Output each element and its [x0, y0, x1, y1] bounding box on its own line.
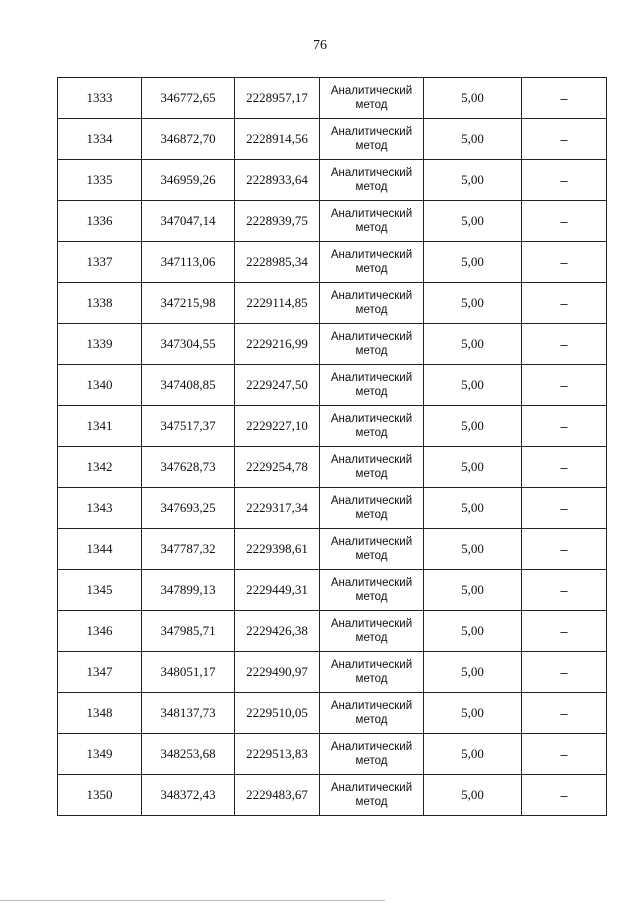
point-number-cell: 1336 — [58, 201, 142, 242]
method-cell: Аналитический метод — [320, 570, 424, 611]
x-coordinate-cell: 346872,70 — [142, 119, 235, 160]
y-coordinate-cell: 2229317,34 — [235, 488, 320, 529]
table-row — [58, 406, 607, 447]
note-cell: – — [522, 652, 607, 693]
point-number-cell: 1333 — [58, 78, 142, 119]
y-coordinate-cell: 2229216,99 — [235, 324, 320, 365]
method-cell: Аналитический метод — [320, 160, 424, 201]
note-cell: – — [522, 447, 607, 488]
x-coordinate-cell: 347985,71 — [142, 611, 235, 652]
point-number-cell: 1335 — [58, 160, 142, 201]
note-cell: – — [522, 365, 607, 406]
x-coordinate-cell: 348372,43 — [142, 775, 235, 816]
accuracy-cell: 5,00 — [424, 365, 522, 406]
bottom-divider — [0, 900, 385, 901]
accuracy-cell: 5,00 — [424, 78, 522, 119]
y-coordinate-cell: 2228914,56 — [235, 119, 320, 160]
x-coordinate-cell: 347517,37 — [142, 406, 235, 447]
x-coordinate-cell: 347047,14 — [142, 201, 235, 242]
y-coordinate-cell: 2228939,75 — [235, 201, 320, 242]
point-number-cell: 1334 — [58, 119, 142, 160]
table-row — [58, 775, 607, 816]
y-coordinate-cell: 2229227,10 — [235, 406, 320, 447]
method-cell: Аналитический метод — [320, 78, 424, 119]
note-cell: – — [522, 570, 607, 611]
table-row — [58, 365, 607, 406]
x-coordinate-cell: 347215,98 — [142, 283, 235, 324]
point-number-cell: 1338 — [58, 283, 142, 324]
table-row — [58, 570, 607, 611]
y-coordinate-cell: 2228933,64 — [235, 160, 320, 201]
table-row — [58, 611, 607, 652]
note-cell: – — [522, 775, 607, 816]
table-row — [58, 78, 607, 119]
y-coordinate-cell: 2228985,34 — [235, 242, 320, 283]
accuracy-cell: 5,00 — [424, 242, 522, 283]
y-coordinate-cell: 2229254,78 — [235, 447, 320, 488]
x-coordinate-cell: 347408,85 — [142, 365, 235, 406]
y-coordinate-cell: 2229449,31 — [235, 570, 320, 611]
note-cell: – — [522, 693, 607, 734]
page-number: 76 — [313, 38, 327, 53]
method-cell: Аналитический метод — [320, 365, 424, 406]
accuracy-cell: 5,00 — [424, 693, 522, 734]
y-coordinate-cell: 2229490,97 — [235, 652, 320, 693]
method-cell: Аналитический метод — [320, 242, 424, 283]
x-coordinate-cell: 347693,25 — [142, 488, 235, 529]
method-cell: Аналитический метод — [320, 693, 424, 734]
accuracy-cell: 5,00 — [424, 652, 522, 693]
method-cell: Аналитический метод — [320, 119, 424, 160]
point-number-cell: 1337 — [58, 242, 142, 283]
point-number-cell: 1341 — [58, 406, 142, 447]
coordinates-table — [57, 77, 607, 816]
note-cell: – — [522, 242, 607, 283]
point-number-cell: 1349 — [58, 734, 142, 775]
note-cell: – — [522, 734, 607, 775]
accuracy-cell: 5,00 — [424, 447, 522, 488]
method-cell: Аналитический метод — [320, 734, 424, 775]
method-cell: Аналитический метод — [320, 488, 424, 529]
point-number-cell: 1347 — [58, 652, 142, 693]
point-number-cell: 1345 — [58, 570, 142, 611]
point-number-cell: 1348 — [58, 693, 142, 734]
table-row — [58, 201, 607, 242]
note-cell: – — [522, 406, 607, 447]
x-coordinate-cell: 348051,17 — [142, 652, 235, 693]
x-coordinate-cell: 346772,65 — [142, 78, 235, 119]
point-number-cell: 1346 — [58, 611, 142, 652]
point-number-cell: 1343 — [58, 488, 142, 529]
point-number-cell: 1339 — [58, 324, 142, 365]
table-row — [58, 693, 607, 734]
note-cell: – — [522, 529, 607, 570]
table-row — [58, 488, 607, 529]
note-cell: – — [522, 201, 607, 242]
note-cell: – — [522, 283, 607, 324]
x-coordinate-cell: 346959,26 — [142, 160, 235, 201]
point-number-cell: 1344 — [58, 529, 142, 570]
method-cell: Аналитический метод — [320, 324, 424, 365]
method-cell: Аналитический метод — [320, 775, 424, 816]
table-row — [58, 447, 607, 488]
y-coordinate-cell: 2229426,38 — [235, 611, 320, 652]
note-cell: – — [522, 324, 607, 365]
method-cell: Аналитический метод — [320, 529, 424, 570]
accuracy-cell: 5,00 — [424, 775, 522, 816]
y-coordinate-cell: 2229114,85 — [235, 283, 320, 324]
accuracy-cell: 5,00 — [424, 734, 522, 775]
accuracy-cell: 5,00 — [424, 488, 522, 529]
x-coordinate-cell: 347899,13 — [142, 570, 235, 611]
accuracy-cell: 5,00 — [424, 201, 522, 242]
point-number-cell: 1340 — [58, 365, 142, 406]
note-cell: – — [522, 488, 607, 529]
x-coordinate-cell: 348253,68 — [142, 734, 235, 775]
x-coordinate-cell: 348137,73 — [142, 693, 235, 734]
x-coordinate-cell: 347113,06 — [142, 242, 235, 283]
accuracy-cell: 5,00 — [424, 406, 522, 447]
table-row — [58, 242, 607, 283]
note-cell: – — [522, 78, 607, 119]
table-row — [58, 283, 607, 324]
x-coordinate-cell: 347787,32 — [142, 529, 235, 570]
method-cell: Аналитический метод — [320, 611, 424, 652]
table-row — [58, 324, 607, 365]
method-cell: Аналитический метод — [320, 201, 424, 242]
note-cell: – — [522, 119, 607, 160]
table-row — [58, 119, 607, 160]
y-coordinate-cell: 2229247,50 — [235, 365, 320, 406]
table-row — [58, 160, 607, 201]
note-cell: – — [522, 611, 607, 652]
table-row — [58, 734, 607, 775]
y-coordinate-cell: 2229483,67 — [235, 775, 320, 816]
x-coordinate-cell: 347628,73 — [142, 447, 235, 488]
x-coordinate-cell: 347304,55 — [142, 324, 235, 365]
accuracy-cell: 5,00 — [424, 119, 522, 160]
method-cell: Аналитический метод — [320, 406, 424, 447]
accuracy-cell: 5,00 — [424, 570, 522, 611]
note-cell: – — [522, 160, 607, 201]
method-cell: Аналитический метод — [320, 283, 424, 324]
accuracy-cell: 5,00 — [424, 283, 522, 324]
accuracy-cell: 5,00 — [424, 160, 522, 201]
accuracy-cell: 5,00 — [424, 324, 522, 365]
table-row — [58, 529, 607, 570]
accuracy-cell: 5,00 — [424, 529, 522, 570]
y-coordinate-cell: 2229510,05 — [235, 693, 320, 734]
table-body — [58, 78, 607, 816]
point-number-cell: 1342 — [58, 447, 142, 488]
accuracy-cell: 5,00 — [424, 611, 522, 652]
y-coordinate-cell: 2229398,61 — [235, 529, 320, 570]
method-cell: Аналитический метод — [320, 652, 424, 693]
point-number-cell: 1350 — [58, 775, 142, 816]
table-row — [58, 652, 607, 693]
y-coordinate-cell: 2228957,17 — [235, 78, 320, 119]
y-coordinate-cell: 2229513,83 — [235, 734, 320, 775]
method-cell: Аналитический метод — [320, 447, 424, 488]
